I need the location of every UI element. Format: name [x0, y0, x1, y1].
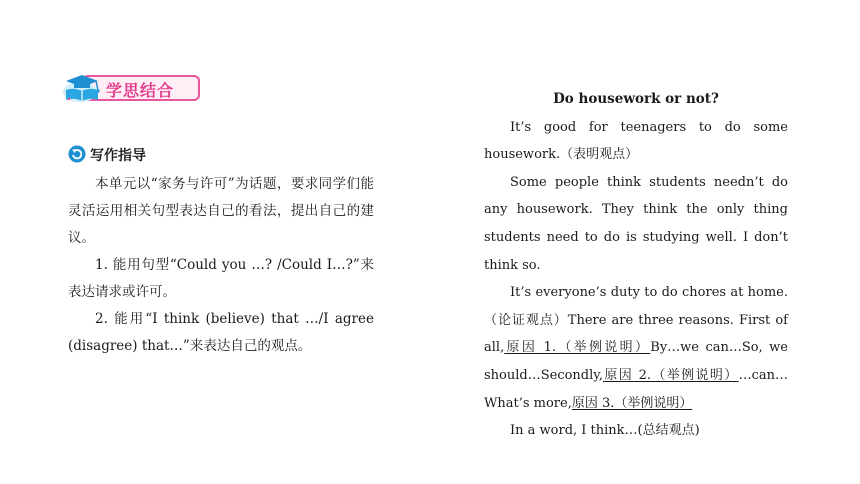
essay-paragraph-2: Some people think students needn’t do any housework. They think the only thing students need to do is studying well. I don’t think so.: [484, 174, 788, 273]
essay-title: Do housework or not?: [553, 91, 719, 107]
writing-guide-text: [68, 171, 374, 360]
essay-paragraph-3: [484, 279, 788, 417]
graduation-cap-book-icon: [60, 72, 108, 104]
badge-label: 学思结合: [106, 81, 175, 100]
guide-title: 写作指导: [90, 148, 146, 164]
guide-point-2: 2. 能用“I think (believe) that …/I agree (disagree) that…”来表达自己的观点。: [68, 311, 374, 354]
sample-essay: [484, 86, 788, 445]
circle-arrow-icon: [68, 145, 86, 163]
essay-p3-part-c: …can…What’s more,: [484, 367, 788, 411]
reason-2-blank: 原因 2.（举例说明）: [603, 367, 739, 383]
essay-p3-part-a: It’s everyone’s duty to do chores at home.（论证观点）There are three reasons. First of all,: [484, 285, 788, 356]
essay-paragraph-4: In a word, I think…(总结观点): [510, 423, 700, 439]
reason-3-blank: 原因 3.（举例说明）: [571, 395, 693, 411]
essay-p3-part-b: By…we can…So, we should…Secondly,: [484, 340, 788, 383]
reason-1-blank: 原因 1.（举例说明）: [504, 340, 651, 356]
guide-point-1: 1. 能用句型“Could you …? /Could I…?”来表达请求或许可。: [68, 257, 374, 300]
guide-intro: 本单元以“家务与许可”为话题，要求同学们能灵活运用相关句型表达自己的看法，提出自己的建议。: [68, 176, 374, 246]
essay-paragraph-1: It’s good for teenagers to do some housework.（表明观点）: [484, 119, 788, 163]
section-badge: [60, 72, 202, 104]
